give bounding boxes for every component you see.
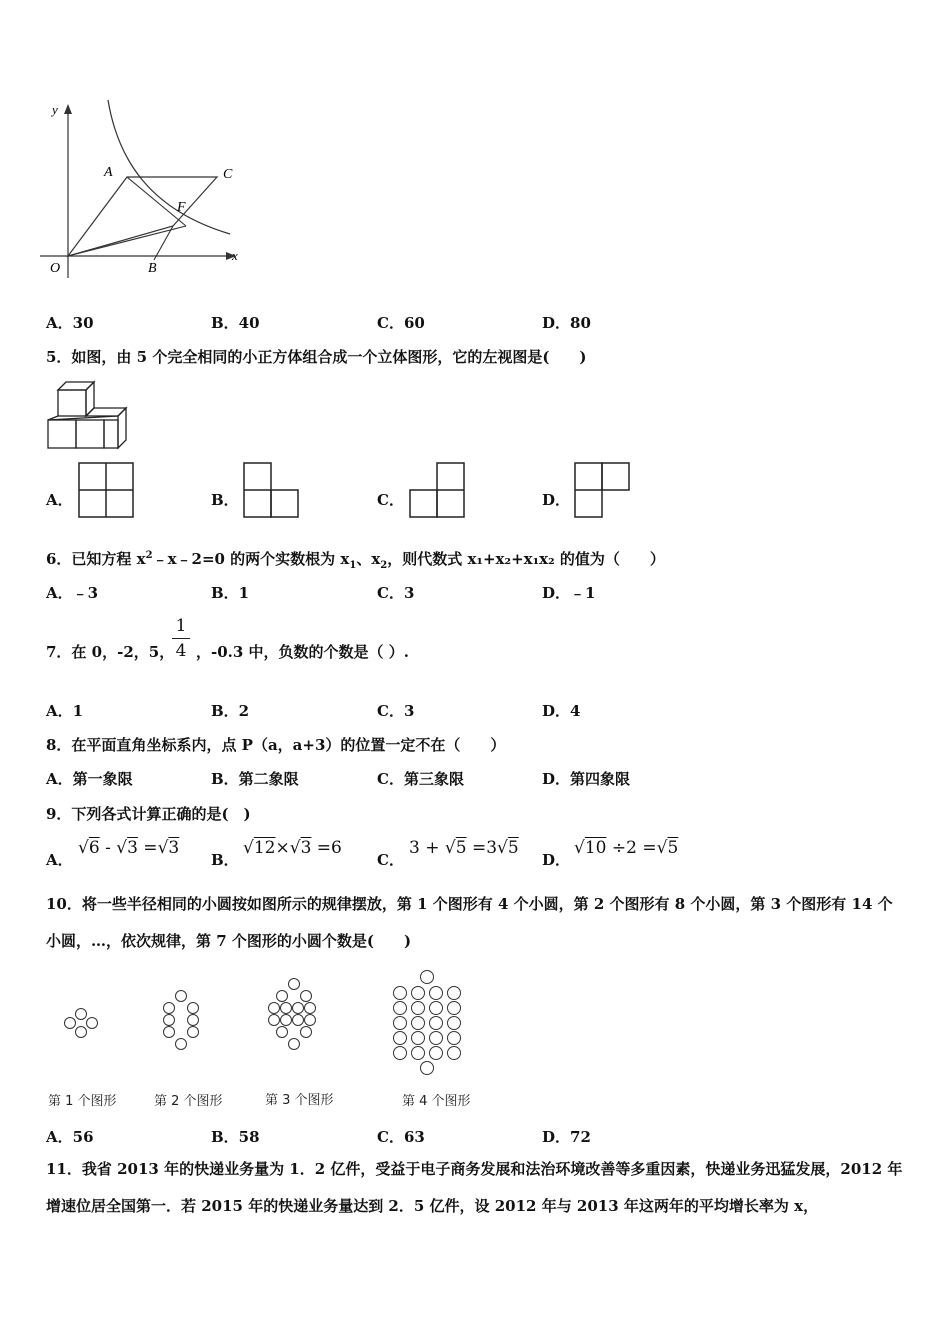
q5-option-c-label[interactable]: C． [377,491,404,509]
q4-option-d[interactable]: D．80 [542,314,591,332]
q5-cube-figure [46,382,130,450]
q6-option-c[interactable]: C．3 [377,584,415,602]
q6-text-before: 6．已知方程 x [46,550,146,568]
graph-label-y: y [52,102,58,117]
q9-question: 9．下列各式计算正确的是( ) [46,805,251,823]
q5-option-c-view[interactable] [409,462,465,518]
q9-a-r2: 3 [127,838,138,858]
q4-option-b[interactable]: B．40 [211,314,260,332]
q8-option-c[interactable]: C．第三象限 [377,770,464,788]
graph-label-c: C [223,167,233,182]
q5-option-b-label[interactable]: B． [211,491,239,509]
q5-question: 5．如图，由 5 个完全相同的小正方体组合成一个立体图形，它的左视图是( ) [46,348,587,366]
q10-option-d[interactable]: D．72 [542,1128,591,1146]
q7-option-d[interactable]: D．4 [542,702,581,720]
q6-text-mid: ﹣x﹣2=0 的两个实数根为 x [152,550,350,568]
q10-caption-1: 第 1 个图形 [48,1094,117,1109]
q8-option-b[interactable]: B．第二象限 [211,770,299,788]
q7-fraction [170,616,192,661]
q7-frac-bar [172,638,190,639]
q10-pattern-1 [62,1008,102,1038]
q7-option-b[interactable]: B．2 [211,702,250,720]
q4-graph [40,100,250,280]
q6-question [46,548,665,571]
q7-option-c[interactable]: C．3 [377,702,415,720]
q5-option-d-view[interactable] [574,462,630,518]
graph-label-f: F [177,200,186,215]
q9-c-r2: 5 [507,838,519,858]
q9-option-b-label[interactable]: B． [211,851,239,869]
q9-c-r1: 5 [455,838,467,858]
q9-option-c-expr[interactable]: 3 + √5 =3√5 [409,838,519,858]
q10-pattern-3 [266,978,322,1064]
q9-b-eq: =6 [311,838,342,858]
q7-frac-num: 1 [175,616,187,636]
q9-a-r3: 3 [168,838,180,858]
q8-option-a[interactable]: A．第一象限 [46,770,133,788]
graph-label-x: x [232,248,238,263]
q6-sup: 2 [145,550,153,561]
q9-a-eq: = [137,838,158,858]
q10-caption-4: 第 4 个图形 [402,1094,471,1109]
q10-caption-3: 第 3 个图形 [265,1093,334,1108]
q9-d-op: ÷2 = [606,838,657,858]
q6-text-after: ，则代数式 x₁+x₂+x₁x₂ 的值为（ ） [387,550,665,568]
graph-label-a: A [104,165,113,180]
q10-option-c[interactable]: C．63 [377,1128,425,1146]
q9-b-r1: 12 [253,838,276,858]
q5-option-b-view[interactable] [243,462,299,518]
q6-option-a[interactable]: A．﹣3 [46,584,99,602]
q9-c-eq: =3 [466,838,498,858]
q9-c-pre: 3 + [409,838,445,858]
graph-label-o: O [50,261,61,276]
q10-question: 10．将一些半径相同的小圆按如图所示的规律摆放，第 1 个图形有 4 个小圆，第 2 个图形有 8 个小圆，第 3 个图形有 14 个小圆，…，依次规律，第 7 个图形的小圆个数是( ) [46,895,893,950]
q9-option-d-expr[interactable]: √10 ÷2 =√5 [574,838,679,858]
q9-option-a-label[interactable]: A． [46,851,73,869]
q11-question: 11．我省 2013 年的快递业务量为 1．2 亿件，受益于电子商务发展和法治环境改善等多重因素，快递业务迅猛发展，2012 年增速位居全国第一．若 2015 年的快递业务量达到 2．5 亿件，设 2012 年与 2013 年这两年的平均增长率为 x， [46,1160,903,1215]
q8-question: 8．在平面直角坐标系内，点 P（a，a+3）的位置一定不在（ ） [46,736,506,754]
q8-option-d[interactable]: D．第四象限 [542,770,631,788]
q7-frac-den: 4 [175,641,187,661]
q9-option-b-expr[interactable]: √12×√3 =6 [243,838,342,858]
q6-sep: 、x [356,550,381,568]
q5-option-a-label[interactable]: A． [46,491,73,509]
q6-option-d[interactable]: D．﹣1 [542,584,596,602]
q9-a-op: - [99,838,117,858]
q4-option-a[interactable]: A．30 [46,314,94,332]
q10-option-a[interactable]: A．56 [46,1128,94,1146]
q9-b-op: × [275,838,290,858]
q9-option-a-expr[interactable]: √6 - √3 =√3 [78,838,180,858]
q7-text-after: ，-0.3 中，负数的个数是（ ）. [196,643,409,661]
q6-option-b[interactable]: B．1 [211,584,250,602]
q4-option-c[interactable]: C．60 [377,314,425,332]
q9-option-c-label[interactable]: C． [377,851,404,869]
q9-d-r1: 10 [584,838,607,858]
q5-option-d-label[interactable]: D． [542,491,571,509]
q10-pattern-4 [390,968,466,1076]
q10-option-b[interactable]: B．58 [211,1128,260,1146]
q6-sub1: 1 [349,560,357,571]
q9-b-r2: 3 [300,838,312,858]
q9-d-r2: 5 [667,838,679,858]
q10-pattern-2 [157,990,205,1056]
q7-option-a[interactable]: A．1 [46,702,84,720]
q7-text-before: 7．在 0，-2，5， [46,643,175,661]
q9-option-d-label[interactable]: D． [542,851,571,869]
graph-label-b: B [148,261,157,276]
q5-option-a-view[interactable] [78,462,134,518]
q10-caption-2: 第 2 个图形 [154,1094,223,1109]
q9-a-r1: 6 [88,838,100,858]
q6-sub2: 2 [380,560,388,571]
